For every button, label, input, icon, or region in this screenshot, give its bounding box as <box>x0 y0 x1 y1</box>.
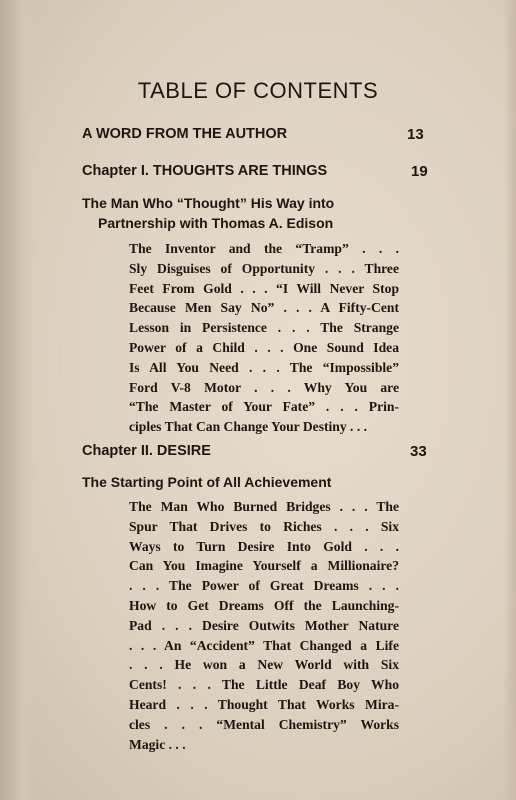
description-line: cles . . . “Mental Chemistry” Works <box>129 716 399 732</box>
description-line: Lesson in Persistence . . . The Strange <box>129 320 399 336</box>
description-line: Ford V-8 Motor . . . Why You are <box>129 379 399 395</box>
description-line: The Man Who Burned Bridges . . . The <box>129 499 399 514</box>
chapter-1-subtitle-line-1: The Man Who “Thought” His Way into <box>82 195 335 211</box>
chapter-1-subtitle <box>82 193 402 233</box>
description-line: Because Men Say No” . . . A Fifty-Cent <box>129 300 399 316</box>
page-edge-shadow <box>504 0 516 800</box>
page-title: TABLE OF CONTENTS <box>137 78 379 103</box>
description-line: Is All You Need . . . The “Impossible” <box>129 359 399 375</box>
toc-entry-chapter-1: Chapter I. THOUGHTS ARE THINGS <box>82 163 328 179</box>
description-line: “The Master of Your Fate” . . . Prin- <box>129 399 399 415</box>
chapter-2-description <box>129 497 399 754</box>
chapter-1-subtitle-line-2: Partnership with Thomas A. Edison <box>98 215 334 231</box>
chapter-1-description <box>129 239 399 437</box>
description-line: ciples That Can Change Your Destiny . . . <box>129 419 368 435</box>
toc-entry-chapter-2: Chapter II. DESIRE <box>82 443 211 459</box>
page-number-chapter-2: 33 <box>410 443 427 460</box>
description-line: Can You Imagine Yourself a Millionaire? <box>129 558 399 574</box>
description-line: Power of a Child . . . One Sound Idea <box>129 339 399 355</box>
description-line: . . . The Power of Great Dreams . . . <box>129 578 399 594</box>
description-line: Pad . . . Desire Outwits Mother Nature <box>129 617 399 633</box>
description-line: . . . He won a New World with Six <box>129 657 399 673</box>
description-line: Magic . . . <box>129 736 186 752</box>
chapter-2-subtitle-line-1: The Starting Point of All Achievement <box>82 474 332 490</box>
chapter-2-subtitle <box>82 472 402 492</box>
description-line: How to Get Dreams Off the Launching- <box>129 597 399 613</box>
page-gutter-shadow <box>0 0 34 800</box>
toc-entry-author-note: A WORD FROM THE AUTHOR <box>82 126 288 142</box>
description-line: . . . An “Accident” That Changed a Life <box>129 637 399 653</box>
description-line: Spur That Drives to Riches . . . Six <box>129 518 399 534</box>
description-line: Sly Disguises of Opportunity . . . Three <box>129 260 399 276</box>
description-line: The Inventor and the “Tramp” . . . <box>129 241 399 256</box>
page-number-author-note: 13 <box>407 126 424 143</box>
description-line: Feet From Gold . . . “I Will Never Stop <box>129 280 399 296</box>
description-line: Cents! . . . The Little Deaf Boy Who <box>129 677 399 693</box>
description-line: Ways to Turn Desire Into Gold . . . <box>129 538 399 554</box>
description-line: Heard . . . Thought That Works Mira- <box>129 696 399 712</box>
page-number-chapter-1: 19 <box>411 163 428 180</box>
